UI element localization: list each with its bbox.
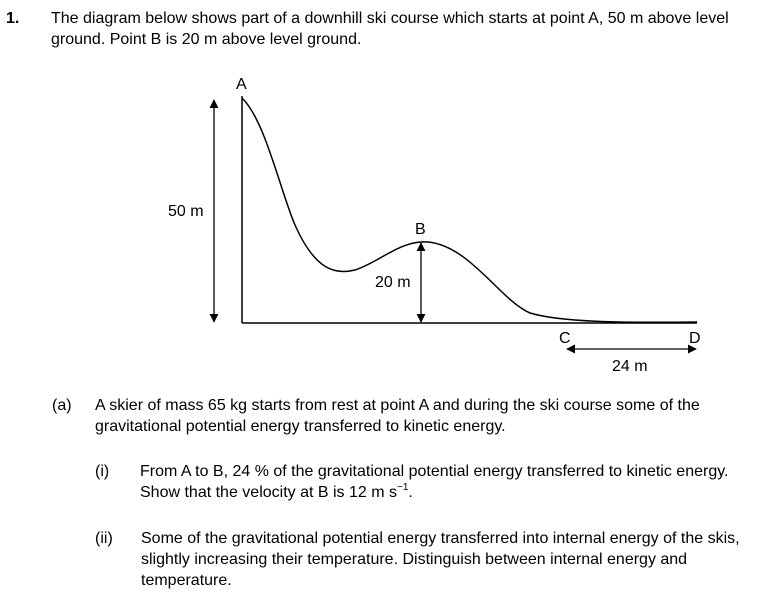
- part-a-label: (a): [52, 397, 72, 414]
- label-point-a: A: [236, 76, 247, 93]
- unit-exponent: −1: [397, 482, 409, 493]
- ski-slope-curve: [242, 98, 697, 322]
- label-distance-cd: 24 m: [612, 358, 648, 375]
- sub-part-i-end: .: [408, 484, 413, 501]
- sub-part-i-body: From A to B, 24 % of the gravitational potential energy transferred to kinetic energy. Show that the velocity at B is 12 m s: [140, 463, 729, 501]
- question-stem: The diagram below shows part of a downhill ski course which starts at point A, 50 m above level ground. Point B is 20 m above level ground.: [51, 10, 729, 48]
- label-height-b: 20 m: [375, 274, 411, 291]
- sub-part-i-label: (i): [95, 463, 110, 480]
- sub-part-ii-label: (ii): [95, 530, 113, 547]
- label-point-d: D: [689, 330, 701, 347]
- label-height-a: 50 m: [168, 203, 204, 220]
- sub-part-ii-text: Some of the gravitational potential energy transferred into internal energy of the skis, slightly increasing their temperature. Distinguish between internal energy and temperature.: [141, 530, 740, 589]
- part-a-text: A skier of mass 65 kg starts from rest at point A and during the ski course some of the gravitational potential energy transferred to kinetic energy.: [95, 397, 700, 435]
- label-point-c: C: [559, 330, 571, 347]
- question-number: 1.: [6, 10, 20, 27]
- sub-part-i-text: [140, 461, 740, 503]
- label-point-b: B: [415, 221, 426, 238]
